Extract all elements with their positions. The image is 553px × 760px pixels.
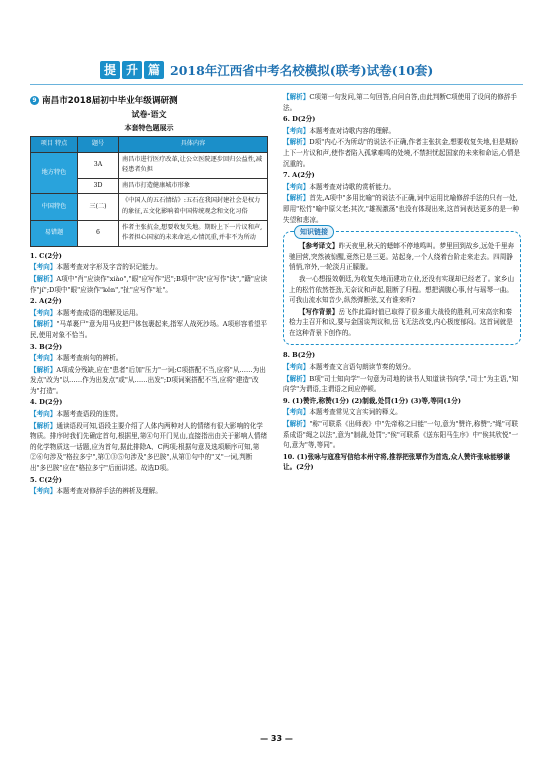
translation-label: 【参考译文】 (298, 242, 339, 251)
header-title: 2018年江西省中考名校模拟(联考)试卷(10套) (170, 63, 434, 78)
line-label: 【考向】 (30, 263, 57, 272)
knowledge-link-title: 知识链接 (294, 225, 334, 239)
line-label: 【解析】 (283, 374, 310, 383)
line-text: 本题考查对字形及字音的识记能力。 (56, 263, 162, 272)
answer-number: 1. C(2分) (30, 251, 62, 260)
header-divider (30, 84, 523, 85)
line-label: 【解析】 (283, 194, 310, 203)
section-badge (100, 61, 164, 79)
table-row (31, 194, 268, 220)
line-label: 【解析】 (283, 93, 310, 101)
table-content-header: 具体内容 (119, 137, 268, 153)
knowledge-link-box (283, 228, 521, 345)
exam-focus-line (30, 262, 268, 273)
table-row (31, 220, 268, 246)
line-text: "马革裹尸"意为用马皮把尸体包裹起来,指军人战死沙场。A项形容希望平民,使用对象不恰当。 (30, 320, 268, 339)
translation-paragraph (289, 241, 515, 273)
badge-char: 提 (100, 61, 120, 79)
line-text: 本题考查对修辞手法的辨析及理解。 (56, 487, 162, 496)
exam-focus-line (30, 308, 268, 319)
table-row (31, 152, 268, 178)
table-code-header: 题号 (78, 137, 119, 153)
line-text: D项"内心不为所动"的说法不正确,作者主张抗金,想要收复失地,但是期盼上下一片议和声,使作者陷入孤掌难鸣的处境,不禁担忧起国家的未来和命运,心情是沉重的。 (283, 138, 521, 168)
line-text: 本题考查病句的辨析。 (56, 354, 123, 363)
line-label: 【考向】 (283, 126, 310, 135)
answer-number: 3. B(2分) (30, 342, 63, 351)
line-text: A项中"肖"应读作"xiào","眼"应写作"迟";B项中"决"应写作"诀","籍"应读作"jí";D项中"眼"应读作"kěn","扯"应写作"址"。 (30, 274, 268, 294)
line-text: "称"可联系《出师表》中"先帝称之曰能"一句,意为"赞许,称赞";"绳"可联系成语"绳之以法",意为"制裁,处罚";"俟"可联系《送东阳马生序》中"俟其欣悦"一句,意为"等,等同"。 (283, 420, 519, 450)
line-text: C项第一句发问,第二句回答,自问自答,由此判断C项使用了设问的修辞手法。 (283, 93, 517, 112)
table-cell-content: 作者主张抗金,想要收复失地。期盼上下一片议和声,作者担心国家的未来命运,心情沉重,并非不为所动 (119, 220, 268, 246)
exam-focus-line (283, 126, 521, 137)
table-cell-code: 3A (78, 152, 119, 178)
line-text: 本题考查语段的连贯。 (56, 410, 123, 419)
right-answer-list-2 (283, 350, 521, 473)
line-label: 【考向】 (30, 354, 57, 363)
answer-number: 5. C(2分) (30, 475, 62, 484)
answer-number: 4. D(2分) (30, 398, 63, 407)
table-cell-code: 三(二) (78, 194, 119, 220)
line-label: 【考向】 (30, 308, 57, 317)
paper-title-line (30, 94, 268, 106)
answer-number: 10. (1)张咏与寇准写信给本州守将,推荐把张覃作为首选,众人赞许张咏能够谦让。(2分) (283, 452, 510, 472)
exam-focus-line (283, 362, 521, 373)
line-text: 本题考查对诗歌的赏析能力。 (309, 182, 396, 191)
answer-number: 8. B(2分) (283, 351, 316, 360)
analysis-line (30, 421, 268, 474)
line-label: 【考向】 (283, 408, 310, 417)
analysis-line (283, 419, 521, 451)
line-label: 【解析】 (30, 365, 57, 374)
table-header-row (31, 137, 268, 153)
exam-focus-line (30, 409, 268, 420)
table-cell-content: 南昌市打造健康城市形象 (119, 178, 268, 194)
translation-text: 昨天夜里,秋天的蟋蟀不停地鸣叫。梦里回到故乡,远处千里奔驰回营,突然被惊醒,竟然已是三更。站起身,一个人绕着台阶走来走去。四周静悄悄,帘外,一轮淡月正朦胧。 (289, 242, 515, 272)
analysis-line (30, 274, 268, 295)
translation-paragraph-2: 我一心想报效朝廷,为收复失地而建功立业,还没有实现却已经老了。家乡山上的松竹依然苍劲,无奈议和声起,阻断了归程。想把满腹心事,付与瑶琴一曲。可我山流水知音少,纵然弹断弦,又有谁来听? (289, 274, 515, 305)
table-cell-category: 地方特色 (31, 152, 78, 194)
line-label: 【考向】 (30, 487, 57, 496)
table-cell-category: 中国特色 (31, 194, 78, 220)
line-text: 本题考查成语的理解及运用。 (56, 308, 143, 317)
right-column (283, 92, 521, 474)
badge-char: 升 (122, 61, 142, 79)
line-label: 【解析】 (283, 138, 310, 147)
line-label: 【解析】 (30, 274, 57, 283)
line-label: 【考向】 (30, 410, 57, 419)
line-label: 【解析】 (283, 420, 310, 429)
answer-number: 7. A(2分) (283, 171, 315, 180)
table-cell-code: 3D (78, 178, 119, 194)
background-label: 【写作背景】 (298, 307, 339, 316)
table-cell-content: 南昌市进行医疗改革,让公立医院逐步回归公益性,减轻患者负担 (119, 152, 268, 178)
feature-table (30, 136, 268, 247)
answer-number: 9. (1)赞许,称赞(1分) (2)制裁,处罚(1分) (3)等,等同(1分) (283, 396, 461, 405)
answer-number: 2. A(2分) (30, 297, 62, 306)
line-text: A项成分残缺,应在"患者"后加"压力"一词;C项搭配不当,应将"从……为出发点"改为"以……作为出发点"或"从……出发";D项词案搭配不当,应将"建造"改为"打造"。 (30, 365, 266, 395)
background-paragraph (289, 307, 515, 339)
line-text: 通读语段可知,语段主要介绍了人体内两种对人的情绪有很大影响的化学物质。排序时我们先确定首句,根据里,第④句开门见山,直接指出由关于影响人情绪的化学物质这一话题,应为首句,据此排除A、C两项;根据句意及选项顺序可知,第②⑥句涉及"格拉多宁",第①③⑤句涉及"多巴胺",从第①句中的"又"一词,判断出"多巴胺"应在"格拉多宁"后面讲述。故选D项。 (30, 421, 268, 473)
line-text: B项"司士知向学"一句意为司地的读书人知道读书向学,"司士"为主语,"知向学"为谓语,主谓语之间应停顿。 (283, 374, 519, 394)
right-answer-list (283, 92, 521, 225)
page-number: — 33 — (260, 734, 293, 743)
line-label: 【考向】 (283, 363, 310, 372)
line-label: 【解析】 (30, 421, 57, 430)
analysis-line (283, 193, 521, 225)
line-text: 本题考查常见文言实词的释义。 (309, 408, 402, 417)
line-text: 本题考查对诗歌内容的理解。 (309, 126, 396, 135)
paper-number: 9 (30, 96, 39, 105)
table-cell-code: 6 (78, 220, 119, 246)
line-label: 【解析】 (30, 320, 57, 329)
left-column (30, 92, 268, 498)
line-text: 本题考查文言语句朗读节奏的划分。 (309, 363, 415, 372)
analysis-line (283, 137, 521, 169)
left-answer-list (30, 251, 268, 497)
analysis-line (283, 374, 521, 395)
page-header (100, 59, 433, 81)
line-label: 【考向】 (283, 182, 310, 191)
background-text: 岳飞作此篇时值已取得了很多重大战役的胜利,可宋高宗和秦桧力主召开和议,要与金国谈判议和,岳飞无法改变,内心极度郁闷。这首词就是在这种背景下创作的。 (289, 307, 513, 337)
table-cell-content: 《中国人的五石情结》:五石在我国封建社会是权力的象征,五文化影响着中国传统观念和文化习俗 (119, 194, 268, 220)
paper-title: 南昌市2018届初中毕业年级调研测 (42, 96, 178, 106)
answer-number: 6. D(2分) (283, 115, 316, 124)
badge-char: 篇 (144, 61, 164, 79)
line-text: 首先,A项中"多用比喻"的说法不正确,词中运用比喻修辞手法的只有一处,即用"松竹"喻中原父老;其次,"雄视激荡"也没有体现出来,这首词表达更多的是一种失望和悲凉。 (283, 194, 520, 224)
analysis-line (283, 92, 521, 113)
exam-focus-line (283, 182, 521, 193)
paper-subtitle: 试卷·语文 (131, 110, 167, 119)
analysis-line (30, 319, 268, 340)
analysis-line (30, 365, 268, 397)
section-title: 本套特色题展示 (124, 124, 174, 132)
exam-focus-line (30, 353, 268, 364)
exam-focus-line (283, 407, 521, 418)
table-cell-category: 易错题 (31, 220, 78, 246)
table-corner-header: 项目 特点 (31, 137, 78, 153)
exam-focus-line (30, 486, 268, 497)
